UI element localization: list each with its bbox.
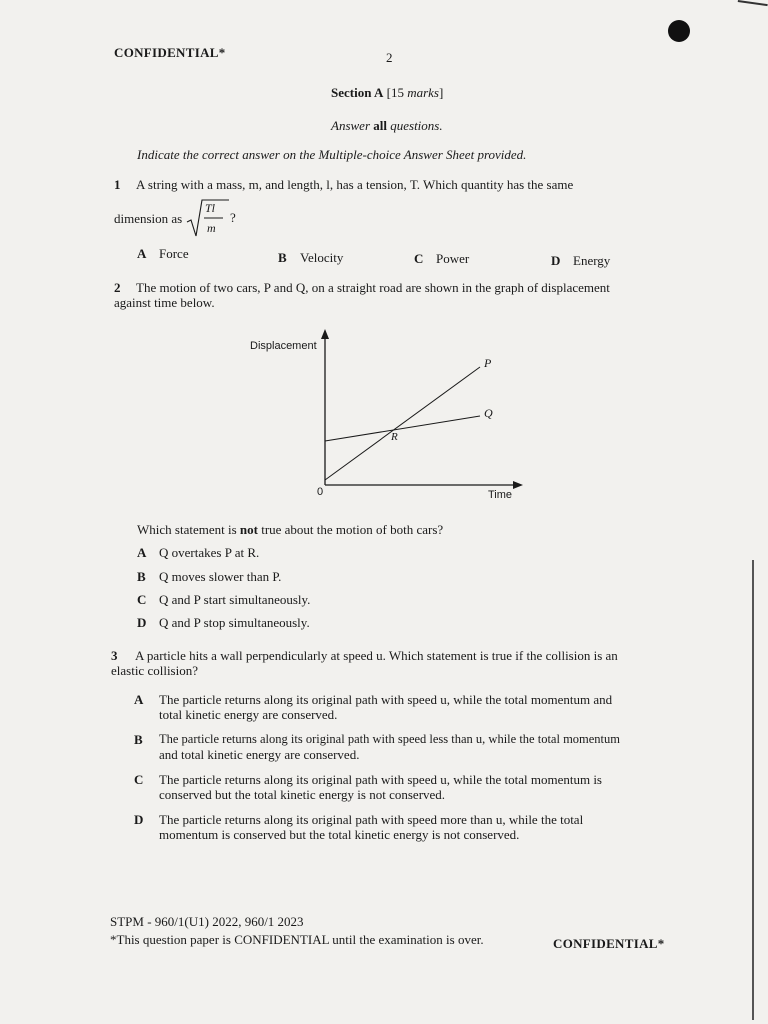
option-letter: B [134, 732, 143, 747]
q2-stem [114, 280, 674, 310]
option-text-l2: and total kinetic energy are conserved. [159, 747, 360, 762]
q2-line2: against time below. [114, 295, 215, 310]
section-title [331, 85, 443, 101]
section-marks-open: [15 [386, 85, 408, 100]
sheet-instruction: Indicate the correct answer on the Multiple-choice Answer Sheet provided. [137, 147, 527, 162]
option-text-l1: The particle returns along its original path with speed u, while the total momentum and [159, 692, 613, 707]
footer-note: *This question paper is CONFIDENTIAL until the examination is over. [110, 932, 484, 947]
displacement-time-graph [240, 325, 540, 510]
q3-stem [111, 648, 675, 678]
answer-prefix: Answer [331, 118, 374, 133]
origin-label: 0 [317, 486, 324, 498]
option-text-l1: The particle returns along its original path with speed less than u, while the total momentum [159, 732, 621, 746]
q2-option-b[interactable] [137, 569, 281, 585]
option-text: Force [159, 246, 189, 261]
option-text: Q overtakes P at R. [159, 545, 260, 560]
q3-number: 3 [111, 648, 118, 663]
header-confidential: CONFIDENTIAL* [114, 45, 226, 60]
q1-line2 [114, 198, 245, 240]
y-axis-arrow-icon [321, 329, 329, 339]
line-q [325, 416, 480, 441]
answer-suffix: questions. [386, 118, 443, 133]
answer-bold: all [373, 118, 387, 133]
option-letter: A [137, 246, 147, 261]
option-letter: A [137, 545, 147, 560]
option-letter: B [137, 569, 146, 584]
q1-text: A string with a mass, m, and length, l, has a tension, T. Which quantity has the same [136, 177, 574, 192]
q1-option-b[interactable] [278, 250, 343, 266]
page-number: 2 [386, 50, 393, 65]
scan-edge-line-right [752, 560, 754, 1020]
option-text: Q and P stop simultaneously. [159, 615, 310, 630]
option-text-l2: conserved but the total kinetic energy is not conserved. [159, 787, 446, 802]
q3-option-a[interactable] [134, 692, 674, 722]
q2-option-a[interactable] [137, 545, 259, 561]
option-text: Q and P start simultaneously. [159, 592, 311, 607]
footer-confidential: CONFIDENTIAL* [553, 936, 665, 951]
q2-number: 2 [114, 280, 121, 295]
q2-option-d[interactable] [137, 615, 310, 631]
registration-mark-icon [668, 20, 690, 42]
option-letter: D [551, 253, 561, 268]
q2-prompt [137, 522, 443, 538]
line-p [325, 367, 480, 480]
answer-instruction [331, 118, 443, 134]
option-text: Velocity [300, 250, 344, 265]
q3-option-b[interactable] [134, 732, 674, 762]
section-marks-close: ] [439, 85, 444, 100]
q1-qmark: ? [230, 210, 237, 225]
section-name: Section A [331, 85, 384, 100]
fraction-numerator: Tl [205, 201, 216, 215]
q3-line2: elastic collision? [111, 663, 199, 678]
label-r: R [391, 431, 398, 443]
q1-line1 [114, 177, 674, 193]
option-letter: A [134, 692, 144, 707]
q3-option-c[interactable] [134, 772, 674, 802]
q3-line1: A particle hits a wall perpendicularly at speed u. Which statement is true if the collision is an [135, 648, 618, 663]
scan-edge-line [738, 0, 768, 6]
q1-option-c[interactable] [414, 251, 469, 267]
label-p: P [484, 356, 492, 370]
section-marks-word: marks [407, 85, 439, 100]
option-letter: C [137, 592, 147, 607]
q2-prompt-pre: Which statement is [137, 522, 240, 537]
q1-option-a[interactable] [137, 246, 189, 262]
q2-prompt-post: true about the motion of both cars? [257, 522, 444, 537]
q1-option-d[interactable] [551, 253, 610, 269]
q1-text2: dimension as [114, 211, 183, 226]
x-axis-arrow-icon [513, 481, 523, 489]
option-text-l2: momentum is conserved but the total kinetic energy is not conserved. [159, 827, 520, 842]
option-letter: B [278, 250, 287, 265]
option-text-l2: total kinetic energy are conserved. [159, 707, 338, 722]
option-letter: C [134, 772, 144, 787]
option-letter: D [134, 812, 144, 827]
fraction-denominator: m [207, 221, 216, 235]
q1-number: 1 [114, 177, 121, 192]
option-text: Energy [573, 253, 611, 268]
x-axis-label: Time [488, 489, 513, 501]
y-axis-label: Displacement [250, 340, 317, 352]
option-text: Q moves slower than P. [159, 569, 282, 584]
option-letter: C [414, 251, 424, 266]
option-text-l1: The particle returns along its original path with speed u, while the total momentum is [159, 772, 602, 787]
q2-prompt-bold: not [239, 522, 258, 537]
option-letter: D [137, 615, 147, 630]
option-text: Power [436, 251, 470, 266]
q3-option-d[interactable] [134, 812, 674, 842]
label-q: Q [484, 406, 493, 420]
q2-line1: The motion of two cars, P and Q, on a straight road are shown in the graph of displacement [136, 280, 610, 295]
footer-code: STPM - 960/1(U1) 2022, 960/1 2023 [110, 914, 304, 929]
q2-option-c[interactable] [137, 592, 310, 608]
sqrt-fraction [185, 198, 245, 240]
option-text-l1: The particle returns along its original path with speed more than u, while the total [159, 812, 584, 827]
